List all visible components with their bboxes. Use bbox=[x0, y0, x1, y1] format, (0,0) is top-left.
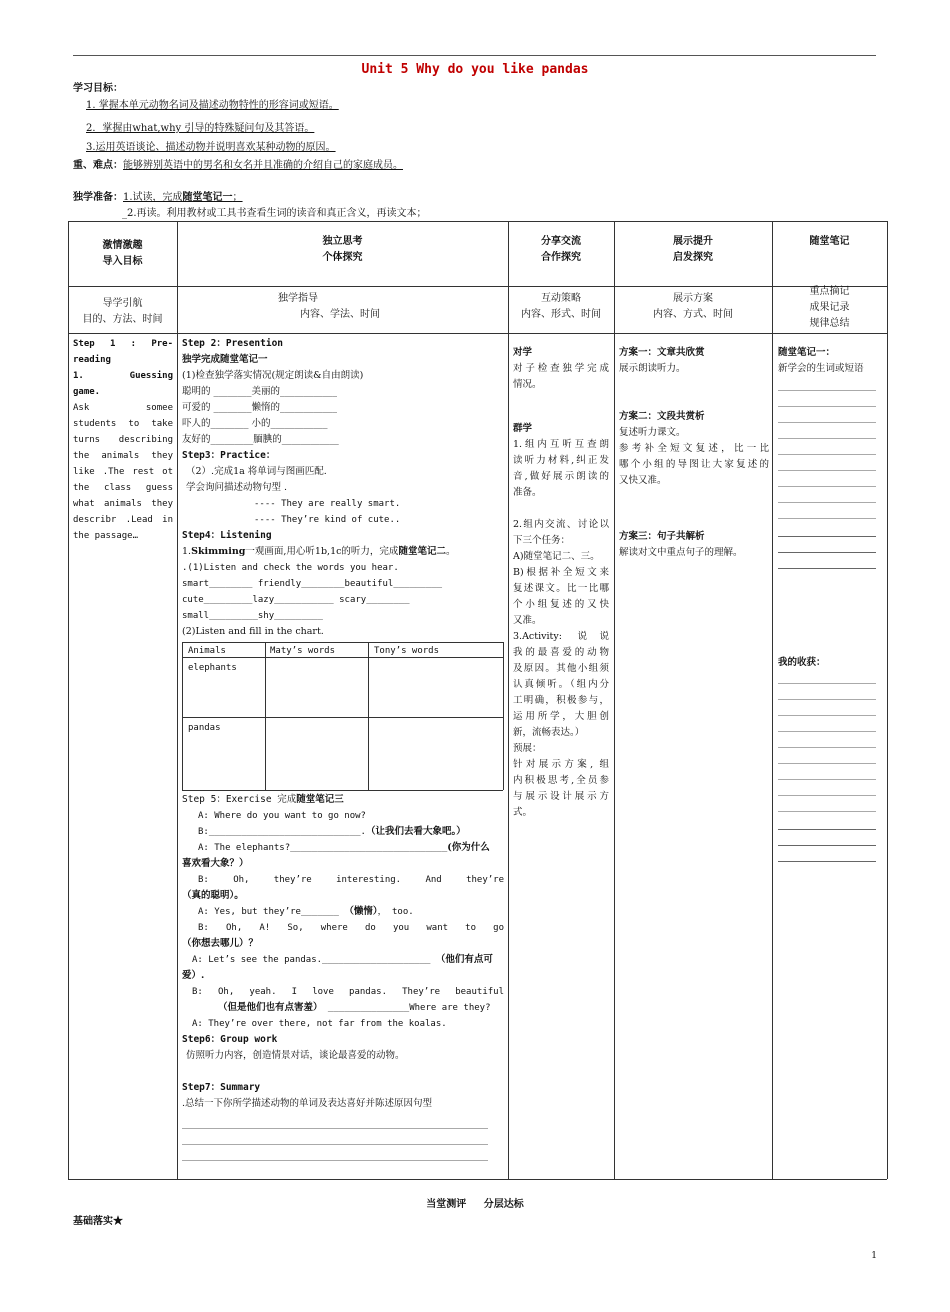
skimming-line: 1.Skimming一观画面,用心听1b,1c的听力，完成随堂笔记二。 bbox=[182, 546, 456, 557]
col1-body: Step 1 : Pre- reading 1. Guessing game. Ask somee students to take turns describing the animals they like .The rest ot the class guess what animals they describr .Lead in the passage… bbox=[73, 339, 173, 541]
page-number: 1 bbox=[871, 1251, 877, 1261]
chart-row-pandas: pandas bbox=[188, 723, 221, 733]
summary-line-1 bbox=[182, 1128, 488, 1129]
objective-2: 2．掌握由what,why 引导的特殊疑问句及其答语。 bbox=[86, 123, 315, 134]
preparation-line-1 bbox=[73, 190, 243, 206]
subheader-col3: 互动策略 内容、形式、时间 bbox=[521, 293, 601, 320]
objective-3: 3.运用英语谈论、描述动物并说明喜欢某种动物的原因。 bbox=[86, 142, 336, 153]
note-1-title: 随堂笔记一： bbox=[778, 347, 836, 358]
subheader-col1: 导学引航 目的、方法、时间 bbox=[82, 298, 163, 325]
header-col3: 分享交流 合作探究 bbox=[541, 236, 581, 263]
difficulty-text: 能够辨别英语中的男名和女名并且准确的介绍自己的家庭成员。 bbox=[123, 160, 403, 171]
plan3-title: 方案三：句子共解析 bbox=[619, 531, 705, 542]
objectives-heading: 学习目标： bbox=[73, 83, 123, 94]
assessment-heading: 当堂测评 分层达标 bbox=[426, 1199, 524, 1210]
plan2-title: 方案二：文段共赏析 bbox=[619, 411, 705, 422]
header-col2: 独立思考 个体探究 bbox=[322, 236, 363, 263]
difficulty-label: 重、难点： bbox=[73, 160, 123, 171]
col3-body: 对学 对子检查独学完成 情况。 群学 1.组内互听互查朗 读听力材料,纠正发 音,做好展示朗读的 准备。 2.组内交流、讨论以 下三个任务： A)随堂笔记二、三。 B)根据补全短文来 复述课文。比一比哪 个小组复述的又快 又准。 3.Activity: 说说 我的最喜爱的动物 及原因。其他小组须 认真倾听。（组内分 工明确，积极参与， 运用所学，大胆创 新，流畅表达。） 预展： 针对展示方案, 组 内积极思考,全员参 与展示设计展示方 式。 bbox=[513, 347, 609, 818]
chart-header-maty: Maty’s words bbox=[270, 646, 336, 656]
step7-heading: Step7：Summary bbox=[182, 1082, 261, 1093]
summary-line-3 bbox=[182, 1160, 488, 1161]
step5-heading: Step 5：Exercise 完成随堂笔记三 bbox=[182, 794, 344, 805]
group-study-title: 群学 bbox=[513, 423, 533, 434]
gain-title: 我的收获： bbox=[778, 657, 826, 668]
header-col4: 展示提升 启发探究 bbox=[673, 236, 713, 263]
preparation-step-1: 1.试读，完成随堂笔记一； bbox=[123, 192, 243, 203]
top-rule bbox=[73, 55, 876, 56]
col5-body: 随堂笔记一： 新学会的生词或短语 bbox=[778, 345, 883, 377]
preparation-label: 独学准备： bbox=[73, 192, 123, 203]
col2-body: Step 2：Presention 独学完成随堂笔记一 (1)检查独学落实情况(规定朗读&自由朗读) 聪明的 ________美丽的____________ 可爱的 ________懒惰的____________ 吓人的________ 小的____________ 友好的_________腼腆的____________ Step3：Practice： （2）.完成1a 将单词与图画匹配. 学会询问描述动物句型 . ---- They are really smart. ---- They’re kind of cute.. Step4：Listening 1.Skimming一观画面,用心听1b,1c的听力，完成随堂笔记二。 .(1)Listen and check the words you hear. smart________ friendly________beautiful_________ cute_________lazy___________ scary________ small_________shy_________ (2)Listen and fill in the chart. bbox=[182, 336, 504, 640]
step2-heading: Step 2：Presention bbox=[182, 338, 284, 349]
summary-line-2 bbox=[182, 1144, 488, 1145]
basic-heading: 基础落实★ bbox=[73, 1216, 123, 1227]
subheader-col4: 展示方案 内容、方式、时间 bbox=[653, 293, 733, 320]
subheader-col5: 重点摘记 成果记录 规律总结 bbox=[809, 286, 850, 329]
chart-header-animals: Animals bbox=[188, 646, 226, 656]
step6-heading: Step6：Group work bbox=[182, 1034, 278, 1045]
objective-1: 1. 掌握本单元动物名词及描述动物特性的形容词或短语。 bbox=[86, 100, 339, 111]
chart-header-tony: Tony’s words bbox=[374, 646, 440, 656]
step4-heading: Step4：Listening bbox=[182, 530, 272, 541]
plan1-title: 方案一：文章共欣赏 bbox=[619, 347, 705, 358]
preparation-line-2: _2.再读。利用教材或工具书查看生词的读音和真正含义，再读文本； bbox=[122, 208, 427, 219]
difficulty-line bbox=[73, 158, 403, 174]
col4-body: 方案一：文章共欣赏 展示朗读听力。 方案二：文段共赏析 复述听力课文。 参考补全短文复述，比一比 哪个小组的导图让大家复述的 又快又准。 方案三：句子共解析 解读对文中重点句子的理解。 bbox=[619, 347, 769, 558]
header-col1: 激情激趣 导入目标 bbox=[102, 240, 143, 267]
pair-study-title: 对学 bbox=[513, 347, 533, 358]
header-col5: 随堂笔记 bbox=[809, 236, 850, 247]
step3-heading: Step3：Practice： bbox=[182, 450, 276, 461]
exercise-block: Step 5：Exercise 完成随堂笔记三 A: Where do you want to go now? B:____________________________.（让我们去看大象吧。） A: The elephants?_____________________________(你为什么 喜欢看大象？） B: Oh, they’re interesting. And they’re （真的聪明）。 A: Yes, but they’re_______ （懒惰）， too. B: Oh, A! So, where do you want to go （你想去哪儿）？ A: Let’s see the pandas.____________________ （他们有点可 爱）. B: Oh, yeah. I love pandas. They’re beautiful （但是他们也有点害羞） _______________Where are they? A: They’re over there, not far from the koalas. Step6：Group work 仿照听力内容，创造情景对话，谈论最喜爱的动物。 Step7：Summary .总结一下你所学描述动物的单词及表达喜好并陈述原因句型 bbox=[182, 794, 504, 1109]
page-title: Unit 5 Why do you like pandas bbox=[361, 62, 589, 77]
chart-row-elephants: elephants bbox=[188, 663, 237, 673]
subheader-col2: 独学指导 内容、学法、时间 bbox=[278, 293, 380, 320]
